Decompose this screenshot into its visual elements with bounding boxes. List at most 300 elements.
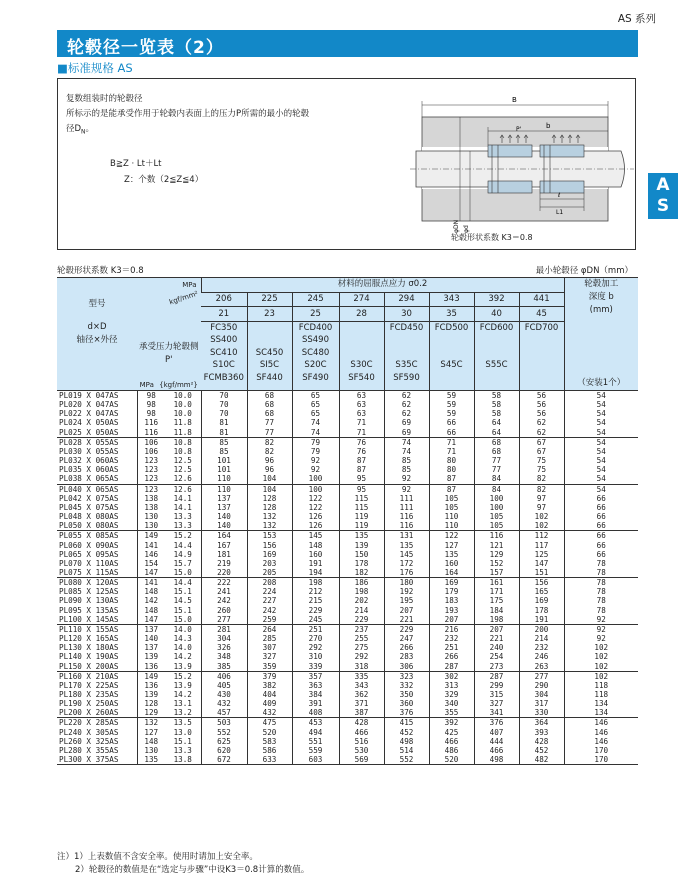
value-cell: 277 [519,671,564,681]
value-cell: 122 [292,503,339,512]
value-cell: 81 [201,418,247,427]
value-cell: 313 [429,681,474,690]
value-cell: 97 [519,503,564,512]
value-cell: 425 [429,728,474,737]
value-cell: 62 [384,400,429,409]
value-cell: 452 [384,728,429,737]
value-cell: 62 [384,391,429,401]
value-cell: 215 [292,596,339,605]
value-cell: 264 [247,624,292,634]
value-cell: 169 [429,578,474,588]
value-cell: 307 [247,643,292,652]
kgf-value: 30 [384,307,429,322]
hub-diameter-table [57,277,638,765]
value-cell: 583 [247,737,292,746]
value-cell: 126 [292,512,339,521]
table-row [57,671,638,681]
value-cell: 54 [564,391,638,401]
table-row [57,541,638,550]
value-cell: 270 [292,634,339,643]
value-cell: 214 [339,606,384,615]
value-cell: 304 [201,634,247,643]
model-cell: PL020 X 047AS [59,400,119,410]
value-cell: 242 [247,606,292,615]
table-row [57,728,638,737]
value-cell: 232 [519,643,564,652]
value-cell: 11.8 [173,418,192,428]
value-cell: 15.1 [173,587,192,597]
value-cell: 391 [292,699,339,708]
value-cell: 178 [519,606,564,615]
value-cell: 229 [292,606,339,615]
value-cell: 147 [137,568,165,578]
value-cell: 362 [339,690,384,699]
value-cell: 552 [384,755,429,765]
value-cell: 672 [201,755,247,765]
value-cell: 222 [201,578,247,588]
value-cell: 14.4 [165,578,201,588]
value-cell: 343 [339,681,384,690]
model-cell: PL040 X 065AS [57,484,137,494]
value-cell: 63 [339,391,384,401]
value-cell: 75 [519,456,564,465]
value-cell: 246 [519,652,564,661]
value-cell: 13.3 [173,745,192,755]
value-cell: 224 [247,587,292,596]
value-cell: 105 [474,512,519,521]
section-tab[interactable]: A S [648,173,678,219]
model-cell: PL050 X 080AS [59,521,119,531]
value-cell: 10.8 [165,437,201,447]
value-cell: 102 [564,652,638,661]
table-row [57,587,638,596]
value-cell: 251 [292,624,339,634]
value-cell: 304 [519,690,564,699]
value-cell: 407 [474,728,519,737]
svg-text:ℓ: ℓ [558,192,561,199]
value-cell: 415 [384,718,429,728]
table-row [57,512,638,521]
value-cell: 10.0 [165,391,201,401]
value-cell: 104 [247,474,292,484]
value-cell: 63 [339,409,384,418]
value-cell: 164 [429,568,474,578]
value-cell: 13.0 [173,727,192,737]
model-cell: PL140 X 190AS [59,652,119,662]
value-cell: 92 [384,484,429,494]
value-cell: 357 [292,671,339,681]
value-cell: 132 [247,521,292,531]
value-cell: 128 [247,494,292,503]
value-cell: 111 [384,494,429,503]
description-text: 复数组装时的轮毂径 所标示的是能承受作用于轮毂内表面上的压力P所需的最小的轮毂 径$D_N$。 [66,94,310,136]
value-cell: 15.1 [173,605,192,615]
value-cell: 453 [292,718,339,728]
value-cell: 74 [384,447,429,456]
value-cell: 216 [429,624,474,634]
value-cell: 58 [474,409,519,418]
value-cell: 146 [137,550,165,559]
value-cell: 145 [292,531,339,541]
model-cell: PL120 X 165AS [59,634,119,644]
value-cell: 359 [247,662,292,672]
value-cell: 603 [292,755,339,765]
value-cell: 71 [339,428,384,438]
value-cell: 68 [247,391,292,401]
value-cell: 54 [564,418,638,427]
value-cell: 66 [564,531,638,541]
value-cell: 340 [429,699,474,708]
value-cell: 135 [429,550,474,559]
value-cell: 13.9 [173,661,192,671]
value-cell: 179 [429,587,474,596]
material-grades: FC350 SS400 SC410 S10C FCMB360 [201,321,247,390]
model-cell: PL025 X 050AS [59,427,119,437]
value-cell: 130 [137,521,165,531]
value-cell: 259 [247,615,292,625]
value-cell: 112 [519,531,564,541]
value-cell: 129 [137,708,165,718]
value-cell: 147 [519,559,564,568]
value-cell: 203 [247,559,292,568]
table-row [57,400,638,409]
value-cell: 149 [137,671,165,681]
value-cell: 332 [384,681,429,690]
kgf-value: 25 [292,307,339,322]
value-cell: 101 [201,465,247,474]
material-header: 材料的屈服点应力 σ0.2 [201,278,564,293]
value-cell: 586 [247,746,292,755]
value-cell: 232 [429,634,474,643]
value-cell: 66 [564,521,638,531]
value-cell: 54 [564,409,638,418]
hub-diagram [406,83,636,249]
mpa-value: 274 [339,292,384,307]
value-cell: 123 [137,474,165,484]
material-grades: FCD400 SS490 SC480 S20C SF490 [292,321,339,390]
material-grades: FCD500 S45C [429,321,474,390]
value-cell: 67 [519,447,564,456]
value-cell: 134 [564,708,638,718]
value-cell: 101 [201,456,247,465]
svg-text:B: B [512,96,517,104]
value-cell: 151 [519,568,564,578]
value-cell: 71 [429,437,474,447]
model-cell: PL190 X 250AS [59,699,119,709]
value-cell: 393 [519,728,564,737]
value-cell: 122 [429,531,474,541]
value-cell: 100 [474,503,519,512]
value-cell: 77 [474,456,519,465]
value-cell: 134 [564,699,638,708]
value-cell: 172 [384,559,429,568]
value-cell: 100 [292,484,339,494]
table-row [57,550,638,559]
value-cell: 283 [384,652,429,661]
processing-depth-header: 轮毂加工 深度 b (mm) （安装1个） [564,278,638,391]
value-cell: 15.2 [165,531,201,541]
value-cell: 466 [339,728,384,737]
value-cell: 194 [292,568,339,578]
model-cell: PL130 X 180AS [59,643,119,653]
table-row [57,662,638,672]
value-cell: 135 [339,531,384,541]
table-row [57,484,638,494]
value-cell: 171 [474,587,519,596]
model-cell: PL070 X 110AS [59,558,119,568]
value-cell: 80 [429,456,474,465]
value-cell: 15.1 [173,736,192,746]
value-cell: 116 [137,428,165,438]
table-row [57,465,638,474]
value-cell: 227 [247,596,292,605]
kgf-value: 23 [247,307,292,322]
value-cell: 54 [564,428,638,438]
mpa-value: 294 [384,292,429,307]
table-row [57,634,638,643]
value-cell: 126 [292,521,339,531]
table-row [57,746,638,755]
value-cell: 14.4 [173,540,192,550]
value-cell: 59 [429,400,474,409]
value-cell: 68 [474,447,519,456]
value-cell: 146 [564,728,638,737]
value-cell: 152 [474,559,519,568]
value-cell: 207 [384,606,429,615]
value-cell: 551 [292,737,339,746]
value-cell: 66 [429,428,474,438]
value-cell: 102 [564,671,638,681]
value-cell: 116 [474,531,519,541]
value-cell: 516 [339,737,384,746]
value-cell: 54 [564,400,638,409]
value-cell: 363 [292,681,339,690]
value-cell: 102 [519,512,564,521]
value-cell: 191 [292,559,339,568]
value-cell: 66 [564,541,638,550]
model-cell: PL055 X 085AS [57,531,137,541]
value-cell: 95 [339,474,384,484]
value-cell: 552 [201,728,247,737]
value-cell: 65 [292,400,339,409]
value-cell: 360 [384,699,429,708]
value-cell: 281 [201,624,247,634]
table-row [57,624,638,634]
value-cell: 330 [519,708,564,718]
model-cell: PL240 X 305AS [59,727,119,737]
value-cell: 245 [292,615,339,625]
value-cell: 318 [339,662,384,672]
value-cell: 208 [247,578,292,588]
value-cell: 96 [247,456,292,465]
table-row [57,718,638,728]
value-cell: 14.2 [173,652,192,662]
table-row [57,521,638,531]
value-cell: 323 [384,671,429,681]
value-cell: 116 [384,512,429,521]
value-cell: 131 [384,531,429,541]
value-cell: 254 [474,652,519,661]
model-cell: PL200 X 260AS [59,708,119,718]
value-cell: 110 [201,484,247,494]
value-cell: 127 [137,728,165,737]
value-cell: 145 [384,550,429,559]
value-cell: 14.0 [173,643,192,653]
value-cell: 287 [474,671,519,681]
value-cell: 115 [339,494,384,503]
value-cell: 123 [137,484,165,494]
value-cell: 148 [137,737,165,746]
table-row [57,652,638,661]
value-cell: 104 [247,484,292,494]
value-cell: 87 [429,474,474,484]
value-cell: 54 [564,456,638,465]
value-cell: 77 [247,428,292,438]
model-cell: PL035 X 060AS [59,465,119,475]
value-cell: 87 [429,484,474,494]
value-cell: 13.3 [173,521,192,531]
value-cell: 214 [519,634,564,643]
value-cell: 65 [292,409,339,418]
value-cell: 341 [474,708,519,718]
value-cell: 164 [201,531,247,541]
value-cell: 292 [292,643,339,652]
value-cell: 69 [384,428,429,438]
value-cell: 13.5 [165,718,201,728]
model-cell: PL019 X 047AS [57,391,137,401]
value-cell: 387 [339,708,384,718]
value-cell: 569 [339,755,384,765]
table-row [57,708,638,718]
model-cell: PL180 X 235AS [59,690,119,699]
value-cell: 13.2 [173,708,192,718]
value-cell: 130 [137,512,165,521]
value-cell: 82 [519,474,564,484]
value-cell: 14.1 [173,493,192,503]
value-cell: 15.7 [173,558,192,568]
value-cell: 559 [292,746,339,755]
value-cell: 62 [519,428,564,438]
value-cell: 263 [519,662,564,672]
value-cell: 137 [201,503,247,512]
value-cell: 255 [339,634,384,643]
value-cell: 10.0 [173,400,192,410]
value-cell: 66 [429,418,474,427]
shape-coefficient-label: 轮毂形状系数 K3＝0.8 [57,266,144,276]
value-cell: 138 [137,503,165,512]
value-cell: 202 [339,596,384,605]
value-cell: 520 [247,728,292,737]
table-row [57,447,638,456]
value-cell: 82 [519,484,564,494]
value-cell: 54 [564,447,638,456]
value-cell: 371 [339,699,384,708]
value-cell: 315 [474,690,519,699]
table-row [57,494,638,503]
model-cell: PL280 X 355AS [59,745,119,755]
value-cell: 66 [564,494,638,503]
value-cell: 157 [474,568,519,578]
value-cell: 193 [429,606,474,615]
value-cell: 149 [137,531,165,541]
value-cell: 514 [384,746,429,755]
value-cell: 285 [247,634,292,643]
svg-text:L1: L1 [556,209,564,216]
model-cell: PL022 X 047AS [59,409,119,419]
material-grades: FCD450 S35C SF590 [384,321,429,390]
value-cell: 625 [201,737,247,746]
value-cell: 382 [247,681,292,690]
value-cell: 105 [429,494,474,503]
value-cell: 266 [384,643,429,652]
value-cell: 98 [137,391,165,401]
value-cell: 10.8 [173,446,192,456]
value-cell: 128 [247,503,292,512]
value-cell: 287 [429,662,474,672]
value-cell: 70 [201,400,247,409]
model-cell: PL048 X 080AS [59,512,119,522]
pressure-header: MPa kgf/mm² 承受压力轮毂侧 P' MPa {kgf/mm²} [137,278,201,391]
value-cell: 66 [564,512,638,521]
value-cell: 56 [519,400,564,409]
page-title: 轮毂径一览表（2） [57,30,638,57]
value-cell: 165 [519,587,564,596]
mpa-value: 245 [292,292,339,307]
value-cell: 87 [339,465,384,474]
value-cell: 486 [429,746,474,755]
value-cell: 66 [564,550,638,559]
value-cell: 135 [137,755,165,765]
value-cell: 183 [429,596,474,605]
value-cell: 85 [384,465,429,474]
value-cell: 240 [474,643,519,652]
value-cell: 15.2 [165,671,201,681]
value-cell: 237 [339,624,384,634]
value-cell: 292 [339,652,384,661]
value-cell: 251 [429,643,474,652]
value-cell: 150 [339,550,384,559]
value-cell: 100 [292,474,339,484]
value-cell: 137 [137,624,165,634]
model-cell: PL030 X 055AS [59,446,119,456]
value-cell: 116 [137,418,165,427]
model-cell: PL065 X 095AS [59,549,119,559]
kgf-value: 21 [201,307,247,322]
table-row [57,531,638,541]
value-cell: 376 [384,708,429,718]
value-cell: 457 [201,708,247,718]
value-cell: 119 [339,521,384,531]
value-cell: 105 [429,503,474,512]
value-cell: 14.0 [165,624,201,634]
table-row [57,615,638,625]
value-cell: 116 [384,521,429,531]
value-cell: 12.5 [173,465,192,475]
value-cell: 59 [429,391,474,401]
value-cell: 63 [339,400,384,409]
value-cell: 186 [339,578,384,588]
value-cell: 81 [201,428,247,438]
value-cell: 129 [474,550,519,559]
value-cell: 348 [201,652,247,661]
value-cell: 84 [474,474,519,484]
mpa-value: 392 [474,292,519,307]
value-cell: 310 [292,652,339,661]
model-cell: PL300 X 375AS [57,755,137,765]
value-cell: 520 [429,755,474,765]
table-row [57,474,638,484]
value-cell: 82 [247,447,292,456]
